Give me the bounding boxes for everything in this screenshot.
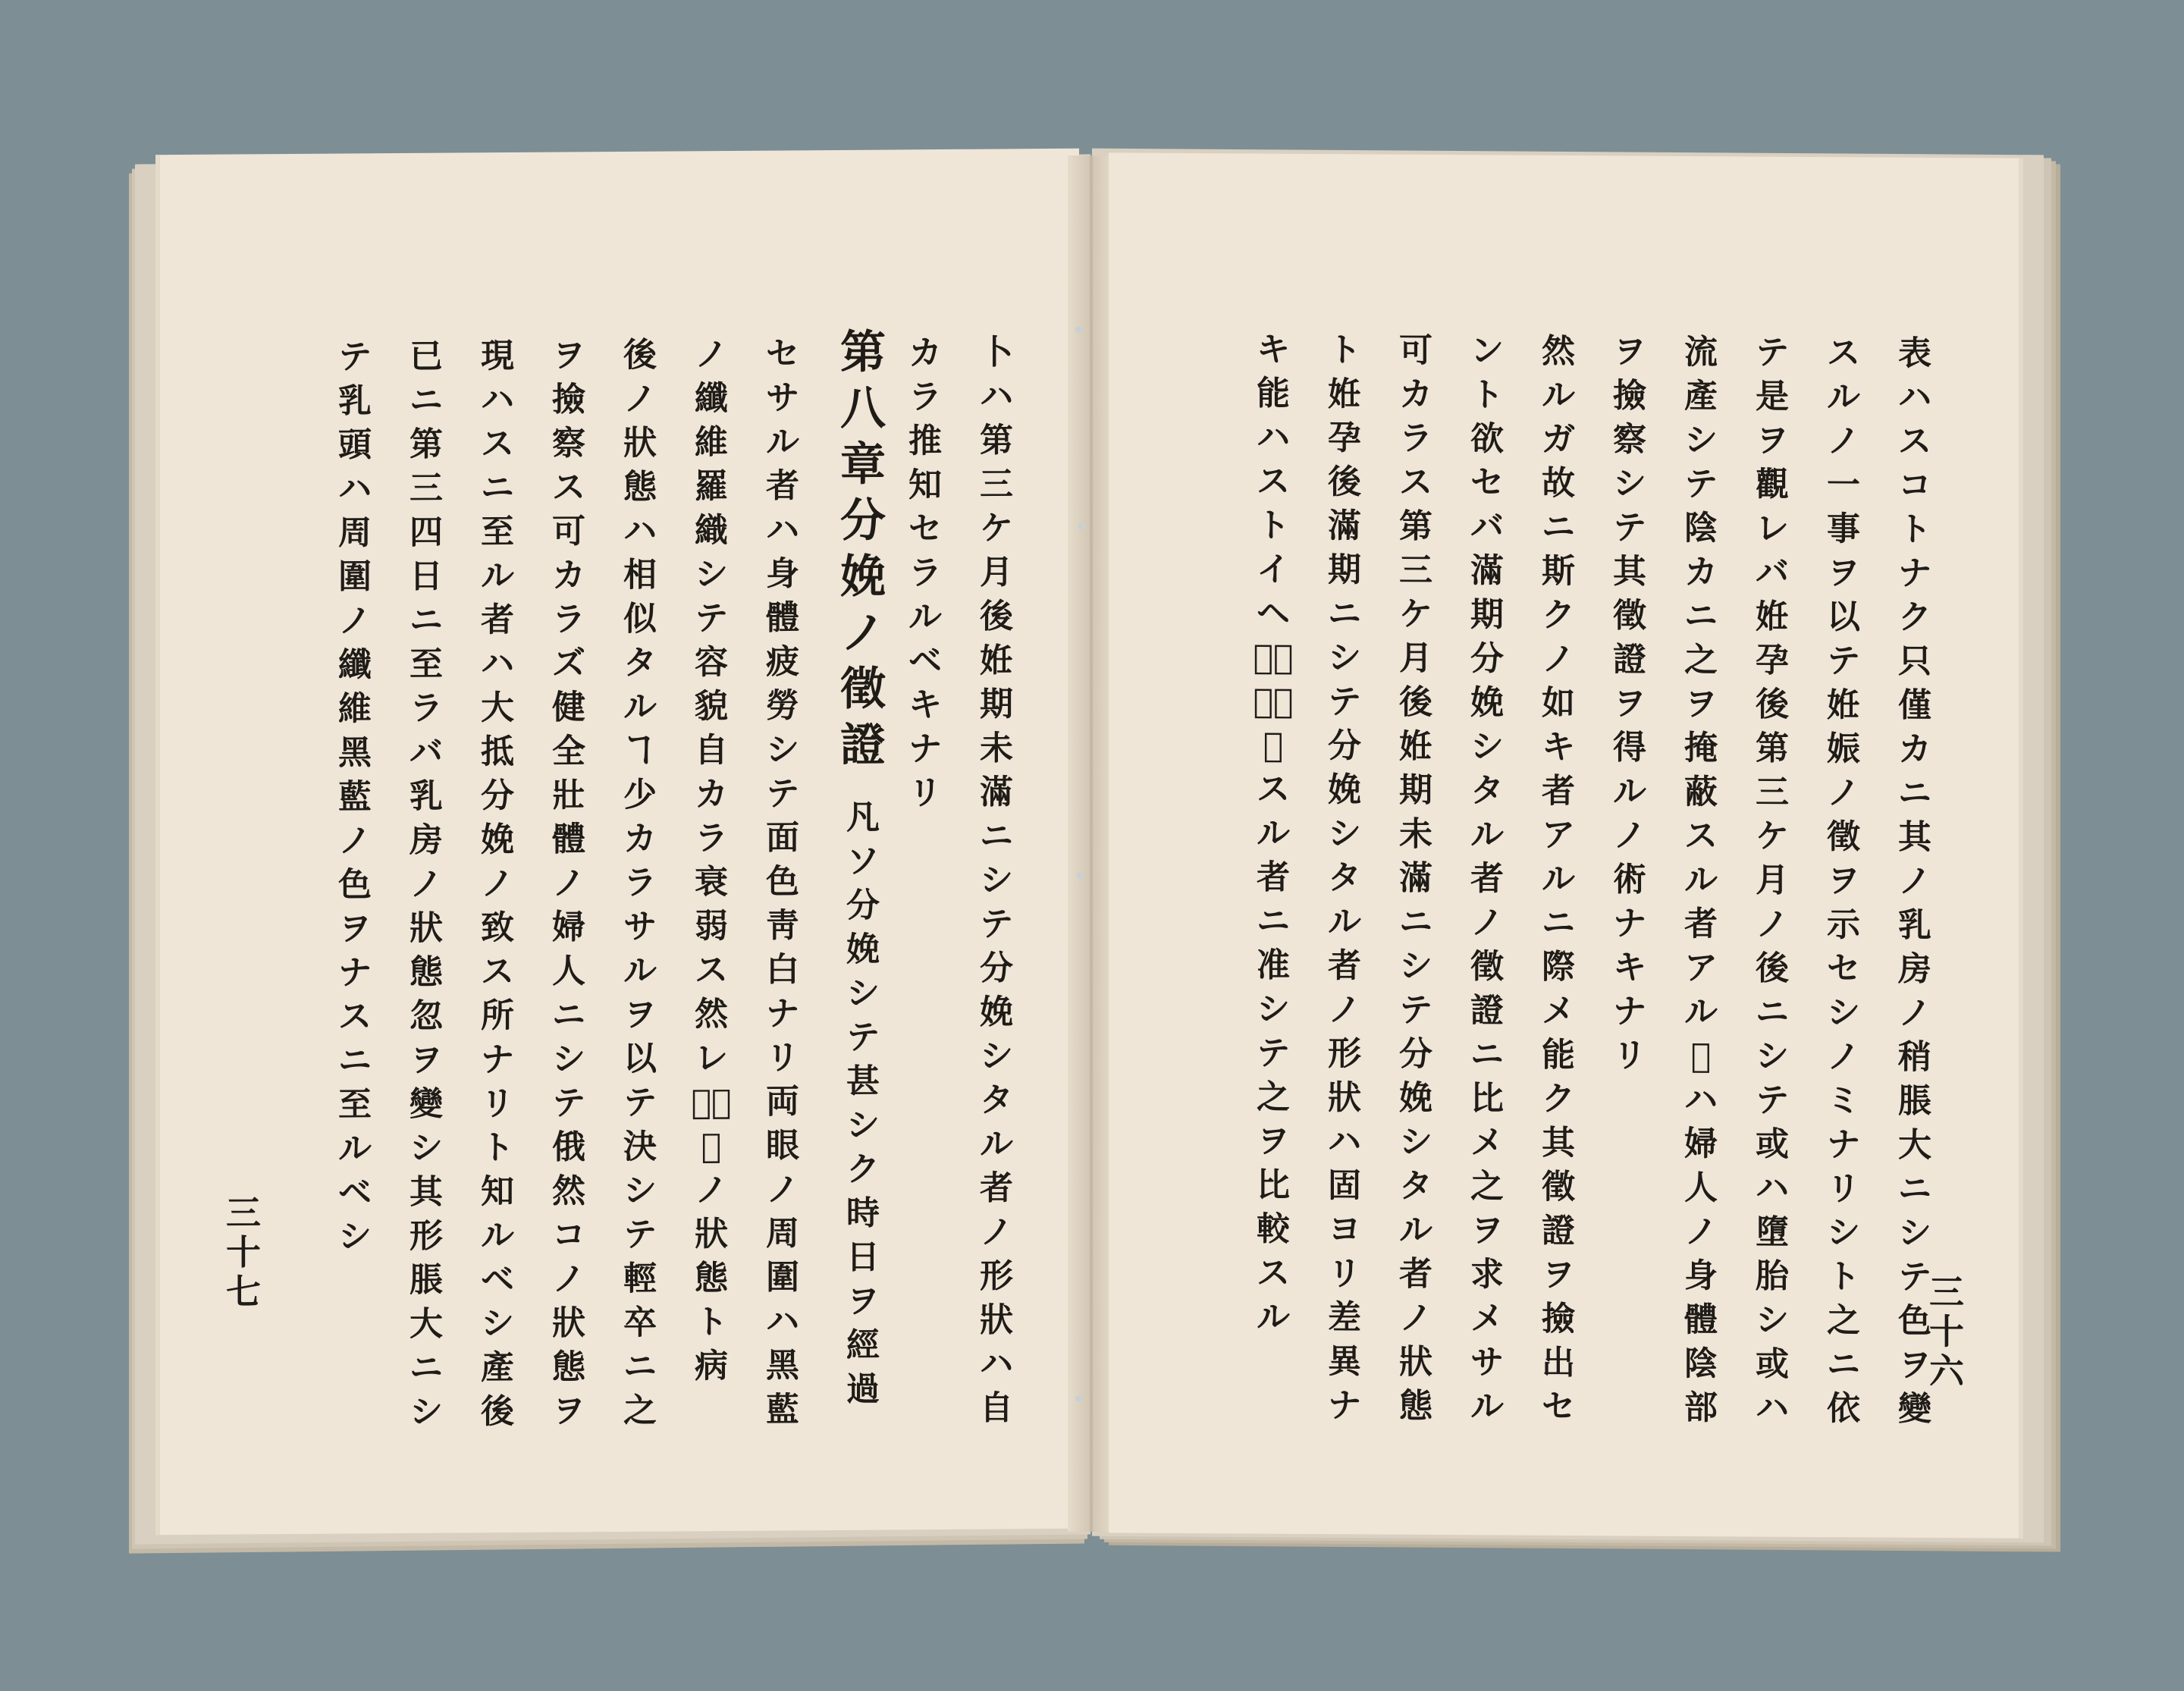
text-column: カラ推知セラルベキナリ bbox=[908, 334, 942, 813]
text-column: キ能ハストイヘ𪜈滿期分娩スル者ニ准シテ之ヲ比較スル bbox=[1253, 330, 1294, 1337]
right-page bbox=[1109, 152, 2023, 1538]
text-column: 然ルガ故ニ斯クノ如キ者アルニ際メ能ク其徵證ヲ撿出セ bbox=[1542, 331, 1575, 1427]
text-column: ヲ撿察シテ其徵證ヲ得ルノ術ナキナリ bbox=[1613, 332, 1646, 1075]
text-column: テ乳頭ハ周圍ノ纖維黑藍ノ色ヲナスニ至ルベシ bbox=[338, 337, 372, 1256]
right-folio: 三十六 bbox=[1929, 1271, 1964, 1392]
text-column: スルノ一事ヲ以テ姙娠ノ徵ヲ示セシノミナリシト之ニ依 bbox=[1827, 334, 1860, 1429]
text-column: セサル者ハ身體疲勞シテ面色靑白ナリ両眼ノ周圍ハ黑藍 bbox=[766, 334, 799, 1429]
text-column: ント欲セバ滿期分娩シタル者ノ徵證ニ比メ之ヲ求メサル bbox=[1470, 331, 1504, 1426]
binding-hole bbox=[1077, 872, 1084, 879]
binding-hole bbox=[1075, 326, 1082, 333]
text-column: テ是ヲ觀レバ姙孕後第三ケ月ノ後ニシテ或ハ墮胎シ或ハ bbox=[1756, 333, 1789, 1428]
book-gutter bbox=[1068, 155, 1115, 1532]
text-column: 現ハスニ至ル者ハ大抵分娩ノ致ス所ナリト知ルベシ產後 bbox=[481, 336, 514, 1432]
text-column: 流產シテ陰カニ之ヲ掩蔽スル者アル𪜈ハ婦人ノ身體陰部 bbox=[1684, 332, 1718, 1428]
text-column: 後ノ狀態ハ相似タルヿ少カラサルヲ以テ決シテ輕卒ニ之 bbox=[623, 335, 657, 1430]
heading-continuation: 凡ソ分娩シテ甚シク時日ヲ經過 bbox=[846, 798, 880, 1409]
left-folio: 三十七 bbox=[226, 1192, 261, 1313]
text-column: ヲ撿察ス可カラズ健全壯體ノ婦人ニシテ俄然コノ狀態ヲ bbox=[552, 336, 585, 1431]
text-column: 可カラス第三ケ月後姙期未滿ニシテ分娩シタル者ノ狀態 bbox=[1399, 331, 1432, 1426]
text-column: 卜ハ第三ケ月後姙期未滿ニシテ分娩シタル者ノ形狀ハ自 bbox=[980, 333, 1013, 1428]
left-page bbox=[155, 149, 1079, 1536]
text-column: 已ニ第三四日ニ至ラバ乳房ノ狀態忽ヲ變シ其形脹大ニシ bbox=[410, 337, 443, 1432]
binding-hole bbox=[1078, 523, 1085, 530]
binding-hole bbox=[1075, 1395, 1082, 1402]
text-column: ノ纖維羅織シテ容貌自カラ衰弱ス然レ𪜈產後ノ狀態ト病 bbox=[691, 334, 732, 1386]
text-column: ト姙孕後滿期ニシテ分娩シタル者ノ形狀ハ固ヨリ差異ナ bbox=[1328, 331, 1361, 1426]
text-column: 表ハスコトナク只僅カニ其ノ乳房ノ稍脹大ニシテ色ヲ變 bbox=[1898, 334, 1931, 1429]
text-column bbox=[833, 324, 893, 1412]
chapter-heading: 第八章分娩ノ徵證 bbox=[840, 325, 886, 772]
